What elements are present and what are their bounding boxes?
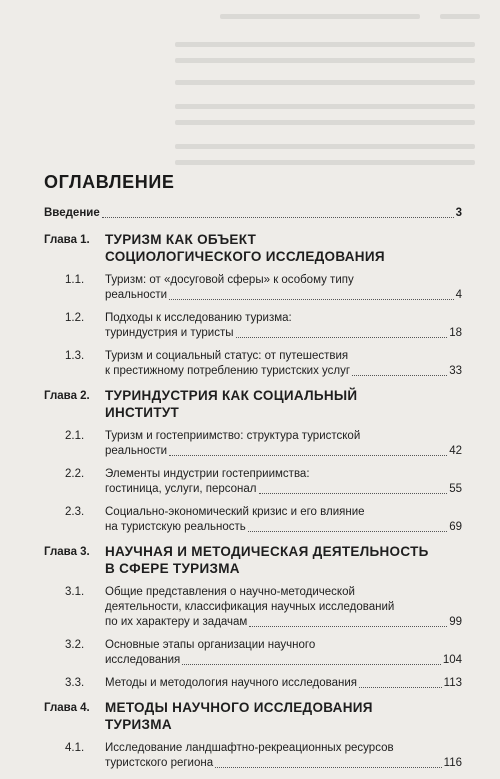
page-title: ОГЛАВЛЕНИЕ — [44, 172, 175, 192]
toc-section-entry[interactable] — [44, 311, 462, 341]
section-number: 2.2. — [65, 468, 85, 480]
toc-section-entry[interactable] — [44, 429, 462, 459]
leader-dots — [215, 767, 442, 768]
section-number: 1.3. — [65, 350, 85, 362]
section-title-text: реальности — [105, 445, 168, 457]
chapter-title — [105, 699, 462, 733]
toc-section-entry[interactable] — [44, 273, 462, 303]
section-number: 3.2. — [65, 639, 85, 651]
toc-section-entry[interactable] — [44, 505, 462, 535]
section-title-line: Общие представления о научно-методической — [105, 586, 355, 598]
chapter-title-line: ТУРИЗМА — [105, 717, 172, 732]
toc-page-number: 55 — [449, 483, 462, 495]
section-title-text: гостиница, услуги, персонал — [105, 483, 257, 495]
section-title-text: туриндустрия и туристы — [105, 327, 234, 339]
chapter-title — [105, 543, 462, 577]
section-title-line: Туризм и социальный статус: от путешествия — [105, 350, 349, 362]
section-number: 4.1. — [65, 742, 85, 754]
toc-chapter-heading[interactable] — [44, 543, 462, 577]
section-title-line: Подходы к исследованию туризма: — [105, 312, 292, 324]
leader-dots — [236, 337, 448, 338]
toc-section-entry[interactable] — [44, 467, 462, 497]
chapter-label: Глава 4. — [44, 702, 90, 714]
toc-page-number: 69 — [449, 521, 462, 533]
section-body — [105, 349, 462, 379]
toc-chapter-heading[interactable] — [44, 387, 462, 421]
chapter-title-line: СОЦИОЛОГИЧЕСКОГО ИССЛЕДОВАНИЯ — [105, 249, 385, 264]
section-body — [105, 467, 462, 497]
leader-dots — [259, 493, 448, 494]
show-through-bleed — [0, 0, 500, 170]
toc-page-number: 4 — [455, 289, 462, 301]
leader-dots — [182, 664, 441, 665]
toc-entry-introduction[interactable] — [44, 206, 462, 221]
section-body — [105, 429, 462, 459]
section-title-text: исследования — [105, 654, 181, 666]
chapter-label: Глава 3. — [44, 546, 90, 558]
section-title-text: туристского региона — [105, 757, 214, 769]
toc-section-entry[interactable] — [44, 638, 462, 668]
toc-section-entry[interactable] — [44, 676, 462, 691]
leader-dots — [169, 299, 454, 300]
section-title-last-line — [105, 326, 462, 341]
section-title-last-line — [105, 444, 462, 459]
chapter-title-line: МЕТОДЫ НАУЧНОГО ИССЛЕДОВАНИЯ — [105, 700, 373, 715]
section-number: 1.1. — [65, 274, 85, 286]
leader-dots — [248, 531, 447, 532]
toc-page-number: 116 — [443, 757, 462, 769]
section-title-text: к престижному потреблению туристских услуг — [105, 365, 351, 377]
section-title-text: реальности — [105, 289, 168, 301]
section-title-text: Методы и методология научного исследования — [105, 677, 358, 689]
section-title-text: по их характеру и задачам — [105, 616, 248, 628]
section-title-line: Элементы индустрии гостеприимства: — [105, 468, 310, 480]
table-of-contents — [44, 206, 462, 779]
section-title-last-line — [105, 364, 462, 379]
toc-entry-title: Введение — [44, 207, 100, 219]
section-body — [105, 741, 462, 771]
section-number: 2.3. — [65, 506, 85, 518]
section-title-last-line — [105, 676, 462, 691]
chapter-title-line: В СФЕРЕ ТУРИЗМА — [105, 561, 240, 576]
section-body — [105, 505, 462, 535]
section-body — [105, 311, 462, 341]
toc-page-number: 33 — [449, 365, 462, 377]
leader-dots — [359, 687, 442, 688]
section-number: 3.1. — [65, 586, 85, 598]
section-title-last-line — [105, 756, 462, 771]
toc-section-entry[interactable] — [44, 585, 462, 630]
toc-page-number: 104 — [442, 654, 462, 666]
section-body — [105, 585, 462, 630]
toc-page-number: 99 — [449, 616, 462, 628]
section-number: 3.3. — [65, 677, 85, 689]
toc-page-number: 18 — [449, 327, 462, 339]
section-title-last-line — [105, 520, 462, 535]
chapter-label: Глава 1. — [44, 234, 90, 246]
leader-dots — [102, 217, 454, 218]
chapter-title-line: ИНСТИТУТ — [105, 405, 180, 420]
section-title-last-line — [105, 653, 462, 668]
section-body — [105, 676, 462, 691]
chapter-title-line: ТУРИЗМ КАК ОБЪЕКТ — [105, 232, 257, 247]
leader-dots — [169, 455, 447, 456]
section-body — [105, 638, 462, 668]
section-title-last-line — [105, 482, 462, 497]
chapter-title-line: ТУРИНДУСТРИЯ КАК СОЦИАЛЬНЫЙ — [105, 388, 358, 403]
section-title-line: Социально-экономический кризис и его влияние — [105, 506, 365, 518]
chapter-title — [105, 387, 462, 421]
section-title-text: на туристскую реальность — [105, 521, 246, 533]
toc-chapter-heading[interactable] — [44, 231, 462, 265]
section-title-line: Основные этапы организации научного — [105, 639, 316, 651]
section-number: 1.2. — [65, 312, 85, 324]
chapter-title — [105, 231, 462, 265]
section-title-last-line — [105, 288, 462, 303]
section-number: 2.1. — [65, 430, 85, 442]
leader-dots — [249, 626, 447, 627]
toc-page-number: 3 — [455, 207, 462, 219]
section-title-last-line — [105, 615, 462, 630]
toc-page-number: 42 — [449, 445, 462, 457]
section-body — [105, 273, 462, 303]
leader-dots — [352, 375, 447, 376]
section-title-line: деятельности, классификация научных исследований — [105, 601, 395, 613]
section-title-line: Туризм и гостеприимство: структура туристской — [105, 430, 361, 442]
toc-page-number: 113 — [443, 677, 462, 689]
toc-section-entry[interactable] — [44, 349, 462, 379]
toc-section-entry[interactable] — [44, 741, 462, 771]
chapter-label: Глава 2. — [44, 390, 90, 402]
section-title-line: Исследование ландшафтно-рекреационных ресурсов — [105, 742, 394, 754]
chapter-title-line: НАУЧНАЯ И МЕТОДИЧЕСКАЯ ДЕЯТЕЛЬНОСТЬ — [105, 544, 429, 559]
section-title-line: Туризм: от «досуговой сферы» к особому типу — [105, 274, 354, 286]
toc-chapter-heading[interactable] — [44, 699, 462, 733]
